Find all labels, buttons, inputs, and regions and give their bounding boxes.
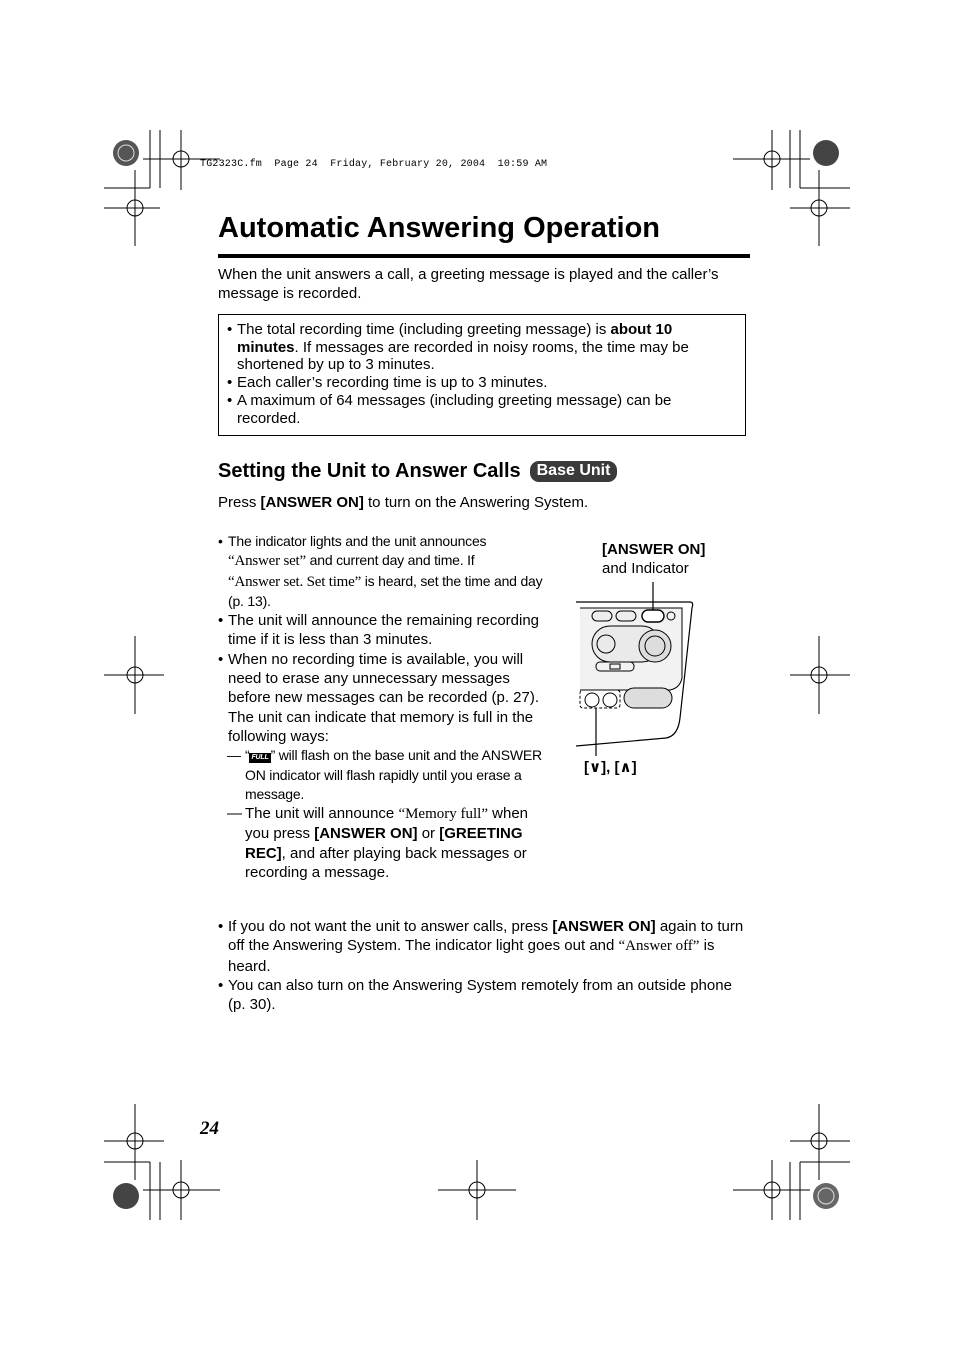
base-unit-badge: Base Unit xyxy=(530,461,618,482)
answer-on-label: [ANSWER ON] and Indicator xyxy=(602,541,706,577)
memory-full-icon: FULL xyxy=(251,754,269,762)
list-item: • If you do not want the unit to answer calls, press [ANSWER ON] again to turn off the Answering System. The indicator light goes out and “Answer off” is heard. xyxy=(218,917,750,976)
additional-notes xyxy=(218,917,750,1014)
notes-box xyxy=(218,314,746,436)
note-item: • The total recording time (including greeting message) is about 10 minutes. If messages are recorded in noisy rooms, the time may be shortened by up to 3 minutes. xyxy=(227,321,731,374)
page-number: 24 xyxy=(200,1118,219,1139)
list-item: • You can also turn on the Answering System remotely from an outside phone (p. 30). xyxy=(218,976,750,1015)
section-title: Setting the Unit to Answer Calls Base Unit xyxy=(218,460,617,483)
list-item: • The indicator lights and the unit announces “Answer set” and current day and time. If “Answer set. Set time” is heard, set the time and day (p. 13). xyxy=(218,532,544,611)
press-instruction: Press [ANSWER ON] to turn on the Answering System. xyxy=(218,494,589,511)
dash-item: — The unit will announce “Memory full” when you press [ANSWER ON] or [GREETING REC], and after playing back messages or recording a message. xyxy=(227,805,529,882)
list-item: • The unit will announce the remaining recording time if it is less than 3 minutes. xyxy=(218,611,544,650)
page-title: Automatic Answering Operation xyxy=(218,212,661,244)
dash-item: — “ FULL ” will flash on the base unit and the ANSWER ON indicator will flash rapidly until you erase a message. xyxy=(227,747,542,802)
note-item: • Each caller’s recording time is up to 3 minutes. xyxy=(227,374,731,392)
title-rule xyxy=(218,254,750,258)
base-unit-illustration xyxy=(570,578,710,768)
note-item: • A maximum of 64 messages (including greeting message) can be recorded. xyxy=(227,392,731,427)
instruction-notes xyxy=(218,532,544,882)
intro-paragraph: When the unit answers a call, a greeting message is played and the caller’s message is recorded. xyxy=(218,266,719,302)
arrow-keys-label: [∨], [∧] xyxy=(584,759,637,776)
list-item: • When no recording time is available, you will need to erase any unnecessary messages before new messages can be recorded (p. 27). The unit can indicate that memory is full in the following ways: xyxy=(218,650,544,746)
file-info-header: TG2323C.fm Page 24 Friday, February 20, 2004 10:59 AM xyxy=(200,159,548,170)
